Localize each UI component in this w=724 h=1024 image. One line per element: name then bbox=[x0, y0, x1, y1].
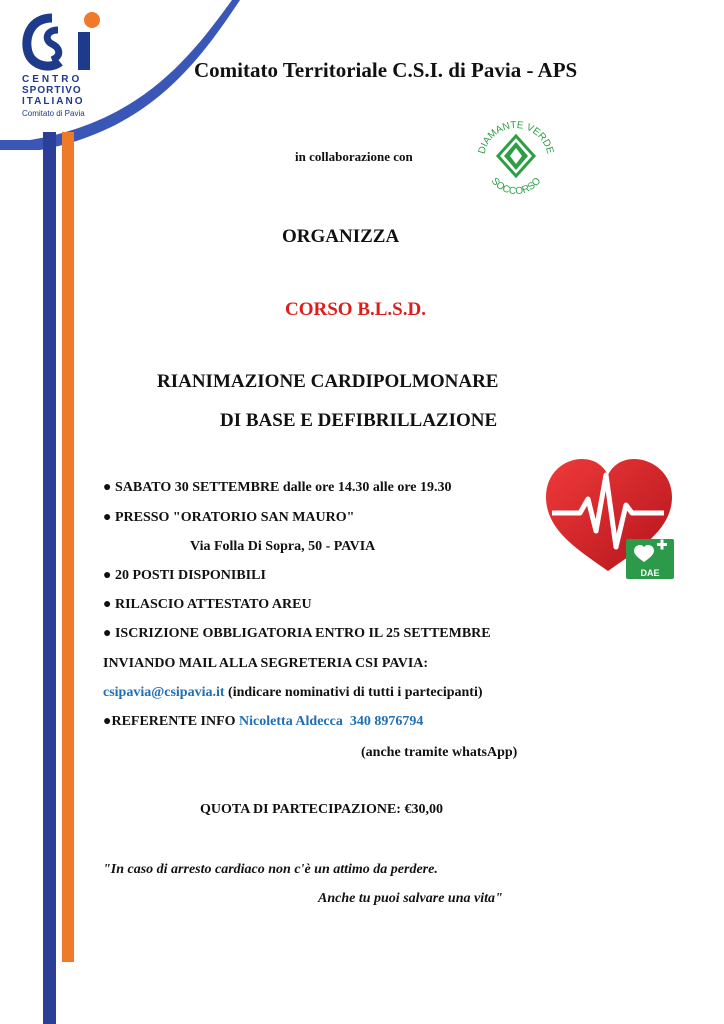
quote-line-2: Anche tu puoi salvare una vita" bbox=[318, 891, 503, 906]
diamante-verde-logo bbox=[470, 110, 562, 202]
certificate-text: RILASCIO ATTESTATO AREU bbox=[114, 597, 312, 612]
detail-address: Via Folla Di Sopra, 50 - PAVIA bbox=[190, 539, 376, 554]
course-title: CORSO B.L.S.D. bbox=[285, 299, 426, 320]
bullet: ● bbox=[103, 714, 112, 729]
detail-certificate bbox=[103, 597, 312, 613]
csi-logo-line3: ITALIANO bbox=[22, 96, 85, 107]
bullet: ● bbox=[103, 597, 112, 612]
detail-contact bbox=[103, 714, 423, 730]
csi-logo bbox=[16, 10, 108, 120]
detail-email-row bbox=[103, 685, 483, 701]
orange-side-stripe bbox=[62, 132, 74, 962]
detail-seats bbox=[103, 568, 266, 584]
detail-venue bbox=[103, 510, 354, 526]
email-link[interactable]: csipavia@csipavia.it bbox=[103, 685, 225, 700]
detail-send-mail: INVIANDO MAIL ALLA SEGRETERIA CSI PAVIA: bbox=[103, 656, 429, 671]
contact-label: REFERENTE INFO bbox=[111, 714, 236, 729]
bullet: ● bbox=[103, 480, 112, 495]
bullet: ● bbox=[103, 626, 112, 641]
csi-logo-line1: CENTRO bbox=[22, 74, 83, 85]
heart-dae-icon bbox=[540, 455, 680, 585]
contact-name: Nicoletta Aldecca bbox=[239, 714, 343, 729]
organizza-heading: ORGANIZZA bbox=[282, 226, 400, 247]
subtitle-line-2: DI BASE E DEFIBRILLAZIONE bbox=[220, 410, 498, 431]
blue-side-stripe bbox=[43, 132, 56, 1024]
date-text: SABATO 30 SETTEMBRE dalle ore 14.30 alle ore 19.30 bbox=[114, 480, 452, 495]
bullet: ● bbox=[103, 510, 112, 525]
seats-text: 20 POSTI DISPONIBILI bbox=[114, 568, 266, 583]
csi-logo-sub: Comitato di Pavia bbox=[22, 109, 85, 118]
csi-logo-line2: SPORTIVO bbox=[22, 85, 82, 96]
participation-fee: QUOTA DI PARTECIPAZIONE: €30,00 bbox=[200, 802, 443, 817]
subtitle-line-1: RIANIMAZIONE CARDIPOLMONARE bbox=[157, 371, 499, 392]
partner-logo-bottom-text: SOCCORSO bbox=[488, 175, 544, 198]
detail-registration bbox=[103, 626, 491, 642]
csi-monogram-icon bbox=[18, 10, 106, 74]
registration-text: ISCRIZIONE OBBLIGATORIA ENTRO IL 25 SETTEMBRE bbox=[114, 626, 491, 641]
detail-date bbox=[103, 480, 452, 496]
partner-logo-top-text: DIAMANTE VERDE bbox=[476, 119, 556, 156]
venue-text: PRESSO "ORATORIO SAN MAURO" bbox=[114, 510, 355, 525]
dae-label: DAE bbox=[640, 568, 660, 578]
collaboration-text: in collaborazione con bbox=[295, 149, 413, 164]
detail-whatsapp: (anche tramite whatsApp) bbox=[361, 745, 518, 760]
bullet: ● bbox=[103, 568, 112, 583]
email-note: (indicare nominativi di tutti i partecipanti) bbox=[228, 685, 483, 700]
contact-phone[interactable]: 340 8976794 bbox=[349, 714, 424, 729]
quote-line-1: "In caso di arresto cardiaco non c'è un attimo da perdere. bbox=[103, 862, 438, 877]
page-title: Comitato Territoriale C.S.I. di Pavia - APS bbox=[194, 58, 578, 82]
